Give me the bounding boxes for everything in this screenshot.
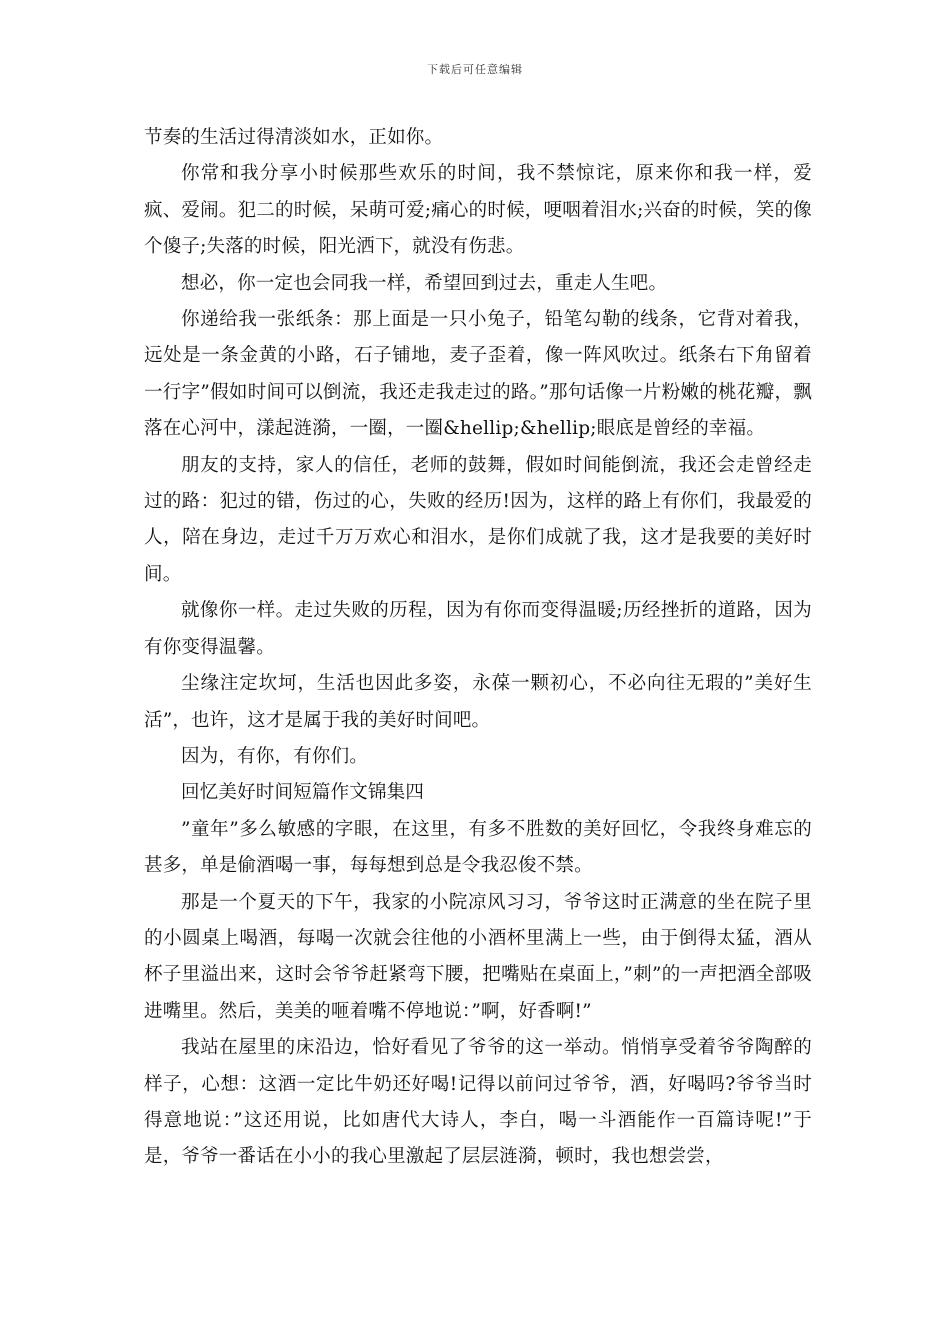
- paragraph: 你递给我一张纸条：那上面是一只小兔子，铅笔勾勒的线条，它背对着我，远处是一条金黄的小路，石子铺地，麦子歪着，像一阵风吹过。纸条右下角留着一行字”假如时间可以倒流，我还走我走过的路。”那句话像一片粉嫩的桃花瓣，飘落在心河中，漾起涟漪，一圈，一圈&hellip;&hellip;眼底是曾经的幸福。: [144, 309, 812, 440]
- paragraph: 因为，有你，有你们。: [181, 745, 369, 767]
- paragraph: ”童年”多么敏感的字眼，在这里，有多不胜数的美好回忆，令我终身难忘的甚多，单是偷酒喝一事，每每想到总是令我忍俊不禁。: [144, 818, 812, 877]
- paragraph: 就像你一样。走过失败的历程，因为有你而变得温暖;历经挫折的道路，因为有你变得温馨。: [144, 600, 812, 658]
- paragraph: 你常和我分享小时候那些欢乐的时间，我不禁惊诧，原来你和我一样，爱疯、爱闹。犯二的时候，呆萌可爱;痛心的时候，哽咽着泪水;兴奋的时候，笑的像个傻子;失落的时候，阳光洒下，就没有伤悲。: [144, 163, 812, 258]
- paragraph: 想必，你一定也会同我一样，希望回到过去，重走人生吧。: [181, 272, 668, 294]
- page-header: 下载后可任意编辑: [427, 63, 523, 76]
- document-body: [144, 120, 812, 1176]
- paragraph: 节奏的生活过得清淡如水，正如你。: [144, 127, 444, 148]
- paragraph: 尘缘注定坎坷，生活也因此多姿，永葆一颗初心，不必向往无瑕的”美好生活”，也许，这才是属于我的美好时间吧。: [144, 673, 812, 731]
- paragraph: 朋友的支持，家人的信任，老师的鼓舞，假如时间能倒流，我还会走曾经走过的路：犯过的错，伤过的心，失败的经历!因为，这样的路上有你们，我最爱的人，陪在身边，走过千万万欢心和泪水，是你们成就了我，这才是我要的美好时间。: [144, 454, 812, 585]
- section-heading: 回忆美好时间短篇作文锦集四: [181, 782, 425, 804]
- paragraph: 我站在屋里的床沿边，恰好看见了爷爷的这一举动。悄悄享受着爷爷陶醉的样子，心想：这酒一定比牛奶还好喝!记得以前问过爷爷，酒，好喝吗?爷爷当时得意地说：”这还用说，比如唐代大诗人，李白，喝一斗酒能作一百篇诗呢!”于是，爷爷一番话在小小的我心里激起了层层涟漪，顿时，我也想尝尝，: [144, 1037, 812, 1168]
- paragraph: 那是一个夏天的下午，我家的小院凉风习习，爷爷这时正满意的坐在院子里的小圆桌上喝酒，每喝一次就会往他的小酒杯里满上一些，由于倒得太猛，酒从杯子里溢出来，这时会爷爷赶紧弯下腰，把嘴贴在桌面上，”刺”的一声把酒全部吸进嘴里。然后，美美的咂着嘴不停地说：”啊，好香啊!”: [144, 891, 812, 1022]
